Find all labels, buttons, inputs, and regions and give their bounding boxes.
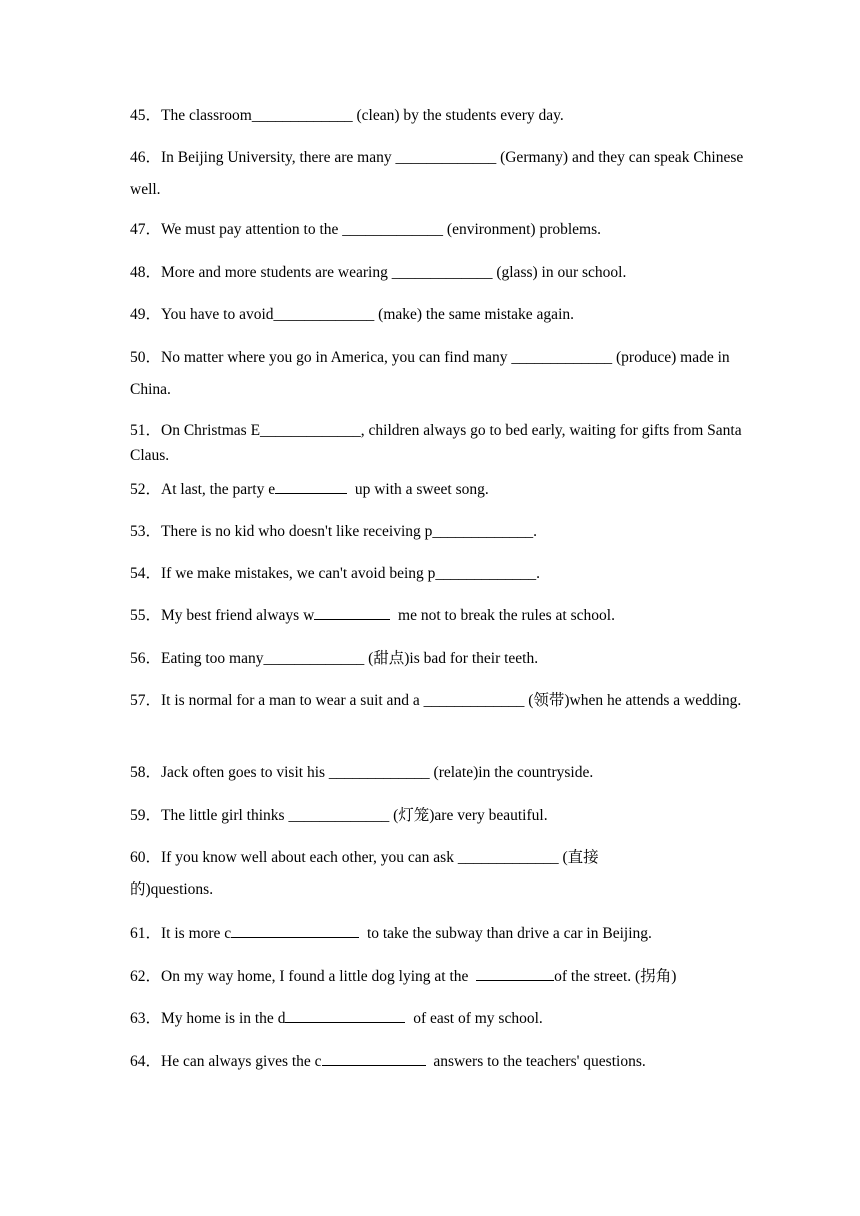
question-text-before: On Christmas E (161, 422, 261, 439)
question-text-before: The classroom (161, 107, 252, 124)
question-number: 58． (130, 764, 162, 781)
question-text-after: . (536, 565, 541, 582)
question-number: 45． (130, 107, 162, 124)
question-number: 62． (130, 968, 162, 985)
answer-blank[interactable]: _____________ (273, 306, 375, 323)
question-62 (130, 961, 750, 993)
answer-blank[interactable]: _____________ (342, 221, 444, 238)
answer-blank[interactable]: _____________ (423, 692, 525, 709)
answer-blank[interactable] (275, 479, 347, 494)
answer-blank[interactable]: _____________ (251, 107, 353, 124)
question-text-before: In Beijing University, there are many (161, 149, 396, 166)
question-55 (130, 600, 745, 632)
question-text-before: My best friend always w (161, 607, 315, 624)
question-47 (130, 214, 745, 246)
answer-blank[interactable]: _____________ (288, 807, 390, 824)
question-56 (130, 643, 745, 675)
question-number: 61． (130, 925, 162, 942)
question-text-after: (领带)when he attends a wedding. (524, 692, 742, 709)
question-52 (130, 474, 745, 506)
answer-blank[interactable]: _____________ (432, 523, 534, 540)
answer-blank[interactable]: _____________ (395, 149, 497, 166)
question-number: 59． (130, 807, 162, 824)
answer-blank[interactable]: _____________ (391, 264, 493, 281)
answer-blank[interactable] (476, 966, 554, 981)
answer-blank[interactable] (231, 923, 359, 938)
question-number: 50． (130, 349, 162, 366)
question-number: 60． (130, 849, 162, 866)
question-48 (130, 257, 745, 289)
question-text-before: Jack often goes to visit his (161, 764, 329, 781)
question-text-after: (make) the same mistake again. (374, 306, 574, 323)
question-text-after: (灯笼)are very beautiful. (389, 807, 548, 824)
question-text-before: It is more c (161, 925, 232, 942)
question-text-after: (relate)in the countryside. (429, 764, 594, 781)
question-49 (130, 299, 745, 331)
question-number: 55． (130, 607, 162, 624)
question-number: 63． (130, 1010, 162, 1027)
answer-blank[interactable] (285, 1008, 405, 1023)
question-number: 53． (130, 523, 162, 540)
question-51 (130, 418, 745, 468)
question-53 (130, 516, 745, 548)
question-text-after: of east of my school. (405, 1010, 543, 1027)
question-text-after: (glass) in our school. (492, 264, 627, 281)
question-text-before: On my way home, I found a little dog lying at the (161, 968, 477, 985)
question-text-before: You have to avoid (161, 306, 274, 323)
question-text-after: (produce) made in China. (130, 349, 730, 398)
answer-blank[interactable]: _____________ (511, 349, 613, 366)
question-text-before: There is no kid who doesn't like receiving p (161, 523, 433, 540)
question-text-before: He can always gives the c (161, 1053, 322, 1070)
answer-blank[interactable]: _____________ (328, 764, 430, 781)
question-text-after: (甜点)is bad for their teeth. (364, 650, 539, 667)
answer-blank[interactable]: _____________ (260, 422, 361, 439)
question-number: 46． (130, 149, 162, 166)
question-text-before: No matter where you go in America, you can find many (161, 349, 512, 366)
answer-blank[interactable] (322, 1051, 426, 1066)
question-text-before: We must pay attention to the (161, 221, 343, 238)
answer-blank[interactable]: _____________ (263, 650, 365, 667)
question-number: 54． (130, 565, 162, 582)
question-46 (130, 142, 745, 206)
question-45 (130, 100, 745, 132)
answer-blank[interactable] (314, 605, 390, 620)
question-text-after: (clean) by the students every day. (352, 107, 564, 124)
question-number: 48． (130, 264, 162, 281)
question-54 (130, 558, 745, 590)
question-text-after: to take the subway than drive a car in Beijing. (359, 925, 652, 942)
question-text-after: (直接的)questions. (130, 849, 599, 898)
question-text-after: (Germany) and they can speak Chinese well. (130, 149, 744, 198)
question-text-before: It is normal for a man to wear a suit and a (161, 692, 424, 709)
question-number: 57． (130, 692, 162, 709)
question-text-after: me not to break the rules at school. (390, 607, 615, 624)
question-number: 56． (130, 650, 162, 667)
question-text-before: If you know well about each other, you can ask (161, 849, 458, 866)
question-text-after: up with a sweet song. (347, 481, 489, 498)
question-text-after: (environment) problems. (443, 221, 602, 238)
question-61 (130, 918, 745, 950)
question-text-after: answers to the teachers' questions. (425, 1053, 646, 1070)
answer-blank[interactable]: _____________ (457, 849, 559, 866)
question-57 (130, 685, 745, 717)
question-text-before: More and more students are wearing (161, 264, 392, 281)
question-59 (130, 800, 745, 832)
question-63 (130, 1003, 745, 1035)
question-text-before: At last, the party e (161, 481, 276, 498)
question-64 (130, 1046, 745, 1078)
question-text-after: of the street. (拐角) (554, 968, 677, 985)
question-60 (130, 842, 670, 906)
question-text-before: The little girl thinks (161, 807, 289, 824)
answer-blank[interactable]: _____________ (435, 565, 537, 582)
question-text-before: If we make mistakes, we can't avoid being p (161, 565, 436, 582)
question-number: 51． (130, 422, 162, 439)
question-text-before: Eating too many (161, 650, 264, 667)
question-50 (130, 342, 742, 406)
question-number: 64． (130, 1053, 162, 1070)
question-number: 47． (130, 221, 162, 238)
question-number: 49． (130, 306, 162, 323)
question-number: 52． (130, 481, 162, 498)
question-text-after: , children always go to bed early, waiting for gifts from Santa Claus. (130, 422, 742, 464)
question-58 (130, 757, 745, 789)
question-text-before: My home is in the d (161, 1010, 286, 1027)
question-text-after: . (533, 523, 538, 540)
